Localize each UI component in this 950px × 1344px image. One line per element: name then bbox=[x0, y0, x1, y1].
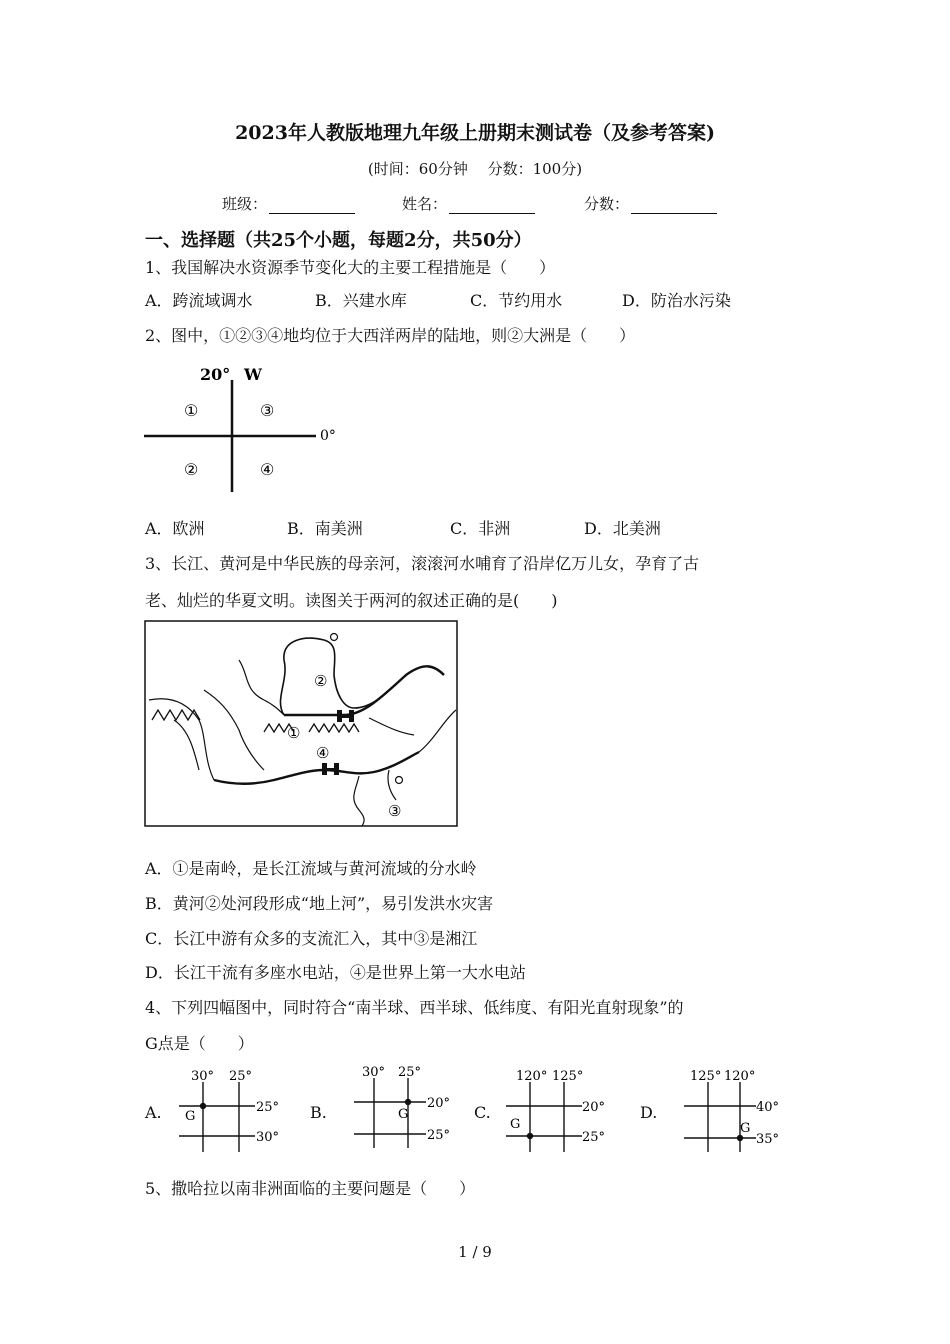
q4-option-d: D. bbox=[640, 1103, 658, 1122]
q4d-top-1: 125° bbox=[690, 1069, 722, 1084]
q4c-top-1: 120° bbox=[516, 1069, 548, 1084]
class-label: 班级： bbox=[222, 195, 268, 213]
q3-option-b: B．黄河②处河段形成“地上河”，易引发洪水灾害 bbox=[145, 894, 494, 913]
q2-option-a: A．欧洲 bbox=[145, 519, 205, 538]
q4-grid-c bbox=[502, 1066, 632, 1156]
q4-grid-d bbox=[680, 1066, 810, 1156]
q4c-top-2: 125° bbox=[552, 1069, 584, 1084]
q2-mark-3: ③ bbox=[260, 401, 275, 420]
name-label: 姓名： bbox=[402, 195, 448, 213]
name-field bbox=[402, 193, 535, 214]
question-1: 1、我国解决水资源季节变化大的主要工程措施是（ ） bbox=[145, 258, 556, 277]
q4c-right-2: 25° bbox=[582, 1130, 606, 1145]
name-blank bbox=[449, 196, 535, 214]
q3-mark-2: ② bbox=[314, 672, 328, 690]
q1-option-b: B．兴建水库 bbox=[315, 291, 407, 310]
q2-quadrant-figure bbox=[140, 358, 370, 498]
question-4-line1: 4、下列四幅图中，同时符合“南半球、西半球、低纬度、有阳光直射现象”的 bbox=[145, 998, 684, 1017]
q2-option-c: C．非洲 bbox=[450, 519, 511, 538]
q1-option-d: D．防治水污染 bbox=[622, 291, 731, 310]
q2-lon-dir: W bbox=[244, 365, 262, 384]
q3-river-map bbox=[144, 620, 459, 828]
q2-mark-2: ② bbox=[184, 460, 199, 479]
q4b-top-2: 25° bbox=[398, 1065, 422, 1080]
q3-mark-3: ③ bbox=[388, 802, 402, 820]
q4-option-b: B. bbox=[310, 1103, 327, 1122]
q4a-point: G bbox=[185, 1109, 196, 1124]
q2-mark-4: ④ bbox=[260, 460, 275, 479]
score-label: 分数： bbox=[584, 195, 630, 213]
question-5: 5、撒哈拉以南非洲面临的主要问题是（ ） bbox=[145, 1179, 476, 1198]
question-2: 2、图中，①②③④地均位于大西洋两岸的陆地，则②大洲是（ ） bbox=[145, 326, 636, 345]
q4b-right-2: 25° bbox=[427, 1128, 451, 1143]
score-blank bbox=[631, 196, 717, 214]
score-field bbox=[584, 193, 717, 214]
q3-option-d: D．长江干流有多座水电站，④是世界上第一大水电站 bbox=[145, 963, 526, 982]
q4c-right-1: 20° bbox=[582, 1100, 606, 1115]
q4a-top-2: 25° bbox=[229, 1069, 253, 1084]
q4d-right-1: 40° bbox=[756, 1100, 780, 1115]
page-number: 1 / 9 bbox=[458, 1243, 492, 1261]
q4a-right-2: 30° bbox=[256, 1130, 280, 1145]
q4-grid-a bbox=[175, 1066, 295, 1156]
q1-option-a: A．跨流域调水 bbox=[145, 291, 253, 310]
q2-lon-label: 20° bbox=[200, 365, 231, 384]
q2-mark-1: ① bbox=[184, 401, 199, 420]
section-heading: 一、选择题（共25个小题，每题2分，共50分） bbox=[145, 230, 532, 251]
q4c-point: G bbox=[510, 1117, 521, 1132]
q4-option-c: C. bbox=[474, 1103, 491, 1122]
q4b-top-1: 30° bbox=[362, 1065, 386, 1080]
q4b-point: G bbox=[398, 1107, 409, 1122]
question-3-line1: 3、长江、黄河是中华民族的母亲河，滚滚河水哺育了沿岸亿万儿女，孕育了古 bbox=[145, 554, 700, 573]
q4d-point: G bbox=[740, 1121, 751, 1136]
question-3-line2: 老、灿烂的华夏文明。读图关于两河的叙述正确的是( ) bbox=[145, 591, 558, 610]
q3-mark-1: ① bbox=[287, 724, 301, 742]
q4-grid-b bbox=[350, 1062, 470, 1152]
q2-lat-label: 0° bbox=[320, 428, 336, 444]
q4a-right-1: 25° bbox=[256, 1100, 280, 1115]
q4-option-a: A. bbox=[145, 1103, 162, 1122]
q3-mark-4: ④ bbox=[316, 744, 330, 762]
exam-meta: (时间：60分钟 分数：100分) bbox=[367, 160, 583, 178]
q3-option-a: A．①是南岭，是长江流域与黄河流域的分水岭 bbox=[145, 859, 477, 878]
q1-option-c: C．节约用水 bbox=[470, 291, 563, 310]
q2-option-b: B．南美洲 bbox=[287, 519, 363, 538]
q4b-right-1: 20° bbox=[427, 1096, 451, 1111]
class-field bbox=[222, 193, 355, 214]
q3-option-c: C．长江中游有众多的支流汇入，其中③是湘江 bbox=[145, 929, 478, 948]
class-blank bbox=[269, 196, 355, 214]
q4d-right-2: 35° bbox=[756, 1132, 780, 1147]
q4d-top-2: 120° bbox=[724, 1069, 756, 1084]
q4a-top-1: 30° bbox=[191, 1069, 215, 1084]
question-4-line2: G点是（ ） bbox=[145, 1034, 254, 1053]
page-title: 2023年人教版地理九年级上册期末测试卷（及参考答案) bbox=[235, 122, 715, 144]
q2-option-d: D．北美洲 bbox=[584, 519, 661, 538]
